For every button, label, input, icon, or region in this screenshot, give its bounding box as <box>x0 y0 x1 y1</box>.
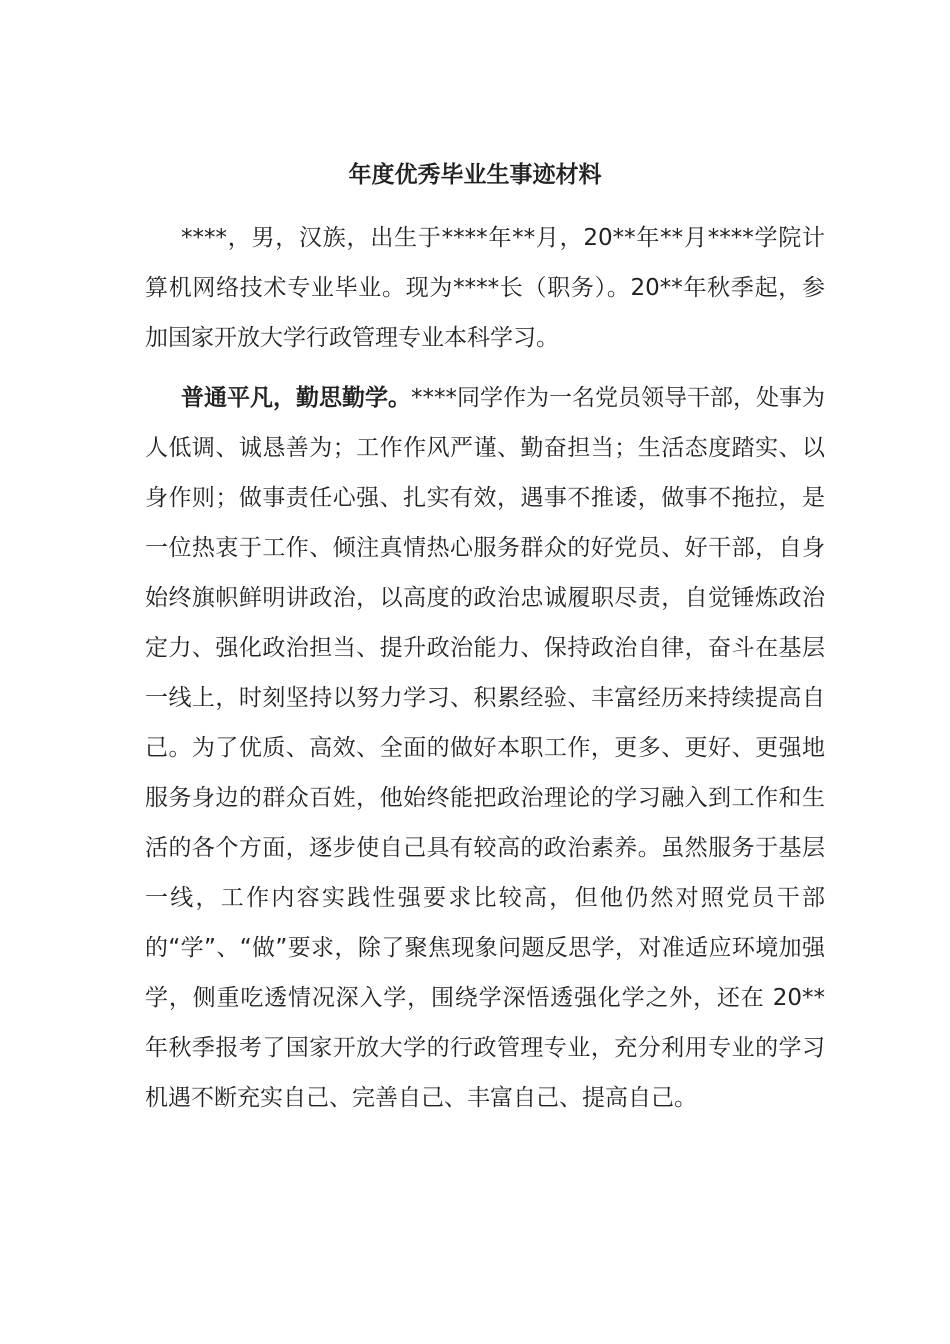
document-title: 年度优秀毕业生事迹材料 <box>348 162 602 188</box>
paragraph-lead-heading: 普通平凡，勤思勤学。 <box>181 385 411 411</box>
paragraph-body-text: ****同学作为一名党员领导干部，处事为人低调、诚恳善为；工作作风严谨、勤奋担当；生活态度踏实、以身作则；做事责任心强、扎实有效，遇事不推诿，做事不拖拉，是一位热衷于工作、倾注真情热心服务群众的好党员、好干部，自身始终旗帜鲜明讲政治，以高度的政治忠诚履职尽责，自觉锤炼政治定力、强化政治担当、提升政治能力、保持政治自律，奋斗在基层一线上，时刻坚持以努力学习、积累经验、丰富经历来持续提高自己。为了优质、高效、全面的做好本职工作，更多、更好、更强地服务身边的群众百姓，他始终能把政治理论的学习融入到工作和生活的各个方面，逐步使自己具有较高的政治素养。虽然服务于基层一线，工作内容实践性强要求比较高，但他仍然对照党员干部的“学”、“做”要求，除了聚焦现象问题反思学，对准适应环境加强学，侧重吃透情况深入学，围绕学深悟透强化学之外，还在 20**年秋季报考了国家开放大学的行政管理专业，充分利用专业的学习机遇不断充实自己、完善自己、丰富自己、提高自己。 <box>145 385 825 1111</box>
achievement-paragraph <box>145 373 825 1123</box>
intro-paragraph: ****，男，汉族，出生于****年**月，20**年**月****学院计算机网络技术专业毕业。现为****长（职务）。20**年秋季起，参加国家开放大学行政管理专业本科学习。 <box>145 225 825 351</box>
